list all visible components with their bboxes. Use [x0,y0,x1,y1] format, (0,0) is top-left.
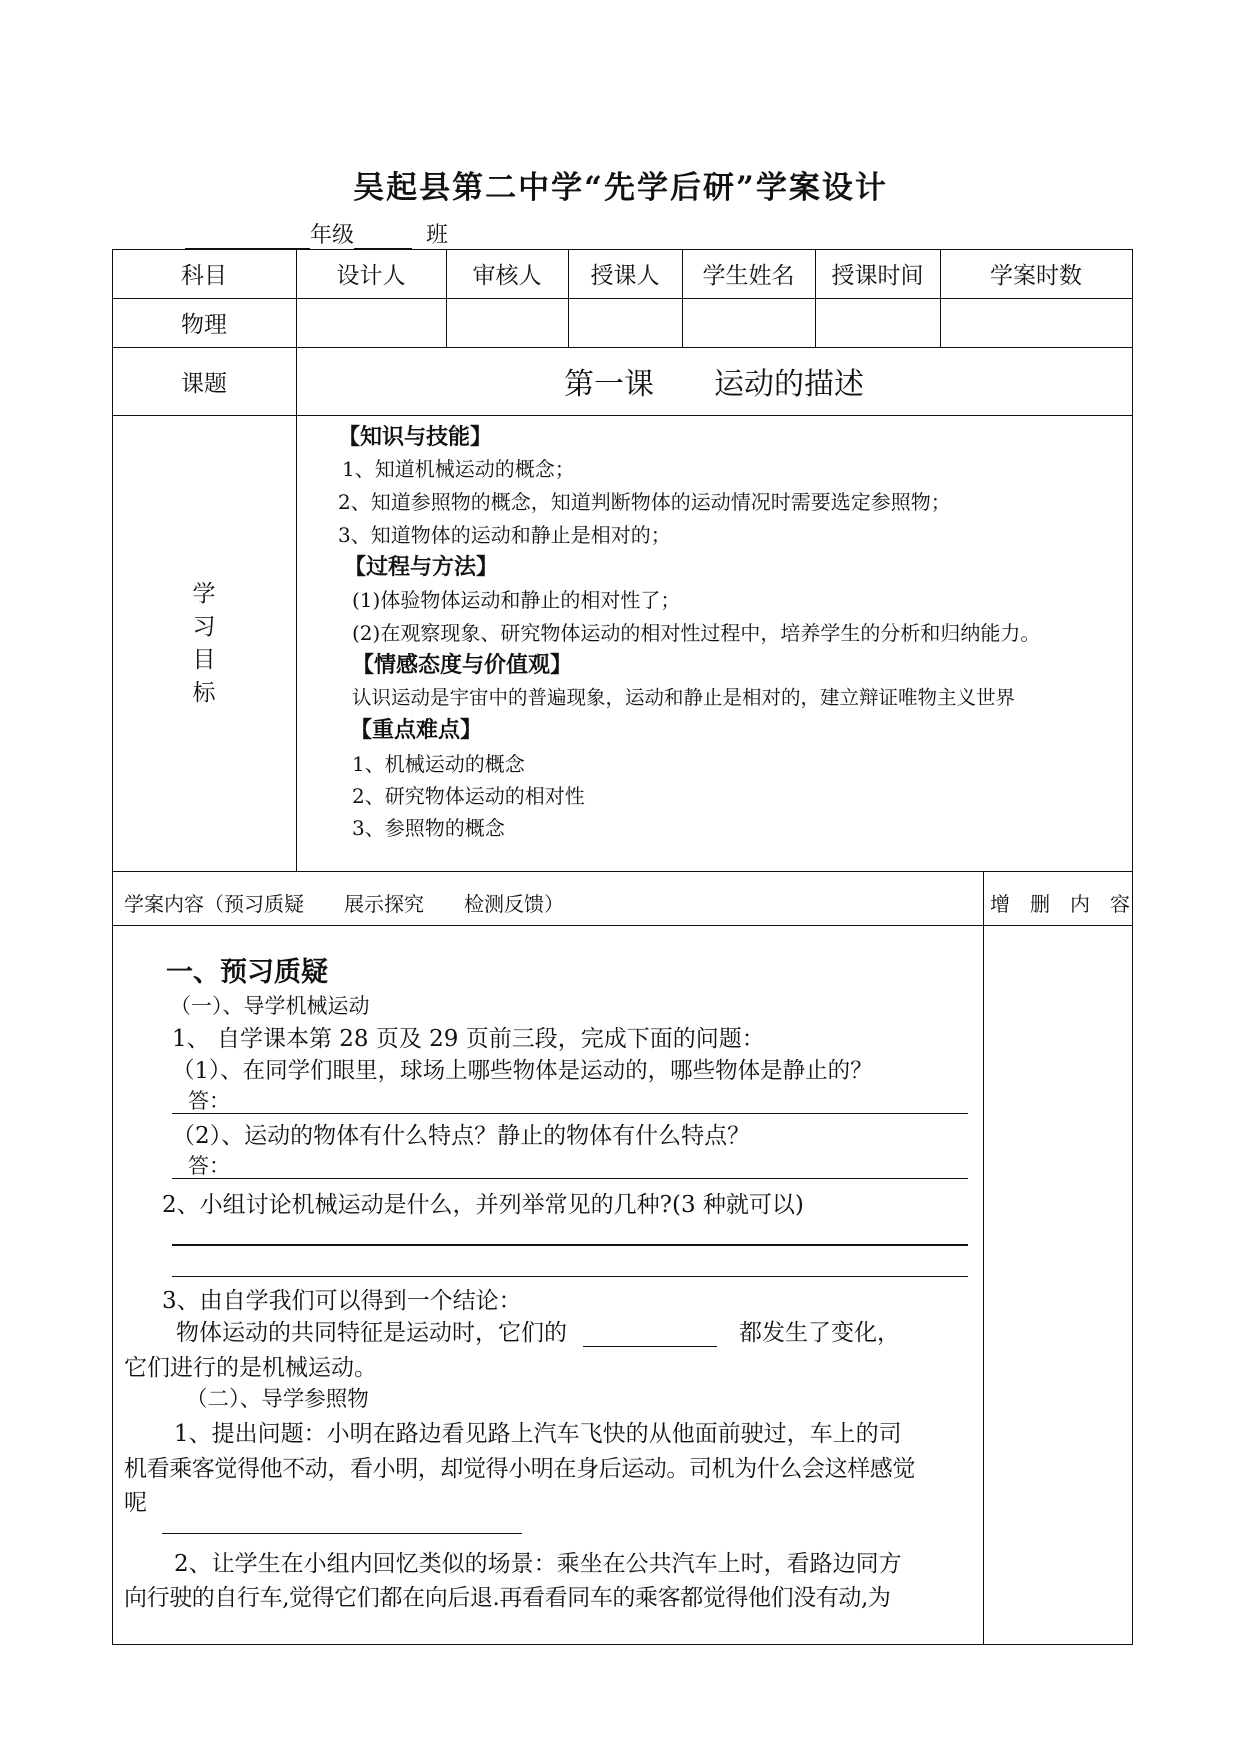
answer-label: 答： [188,1089,230,1113]
question-1a: （1）、在同学们眼里，球场上哪些物体是运动的，哪些物体是静止的？ [172,1058,873,1084]
plan-hours-value[interactable] [940,298,1132,347]
header-lesson-time: 授课时间 [831,263,924,289]
lesson-time-value[interactable] [815,298,940,347]
question-2: 2、小组讨论机械运动是什么，并列举常见的几种?(3 种就可以) [162,1192,804,1218]
question-3-text: 物体运动的共同特征是运动时，它们的 都发生了变化， [176,1320,900,1346]
goal-item: 认识运动是宇宙中的普遍现象，运动和静止是相对的，建立辩证唯物主义世界 [352,686,1016,709]
goal-item: 2、研究物体运动的相对性 [352,784,585,808]
content-header: 学案内容（预习质疑 展示探究 检测反馈） [124,892,564,916]
section-heading: 【情感态度与价值观】 [352,652,573,678]
paragraph-1: 机看乘客觉得他不动，看小明，却觉得小明在身后运动。司机为什么会这样感觉 [124,1456,916,1482]
subject-value: 物理 [181,312,227,338]
reviewer-value[interactable] [446,298,568,347]
goal-item: 3、知道物体的运动和静止是相对的； [338,523,671,547]
header-plan-hours: 学案时数 [990,263,1082,289]
lesson-title: 第一课 运动的描述 [564,367,864,402]
section-title: 一、预习质疑 [166,957,328,988]
student-name-value[interactable] [682,298,815,347]
subsection-title: （一）、导学机械运动 [170,994,370,1018]
class-blank[interactable] [354,226,412,249]
edit-column[interactable] [984,926,1131,1643]
goal-item: 3、参照物的概念 [352,816,505,840]
answer-line[interactable] [172,1178,968,1179]
header-reviewer: 审核人 [472,263,542,289]
grade-label: 年级 [310,223,355,248]
lesson-label: 课题 [181,370,227,397]
grade-class-line [185,218,448,249]
answer-label: 答： [188,1154,230,1178]
section-heading: 【知识与技能】 [338,424,493,450]
answer-line[interactable] [162,1533,522,1534]
section-heading: 【重点难点】 [350,717,483,743]
designer-value[interactable] [296,298,446,347]
document-title: 吴起县第二中学“先学后研”学案设计 [353,170,888,206]
goal-item: 1、机械运动的概念 [352,752,525,776]
answer-line[interactable] [172,1276,968,1277]
grade-blank[interactable] [185,226,310,249]
answer-line[interactable] [172,1244,968,1246]
goal-item: (2)在观察现象、研究物体运动的相对性过程中，培养学生的分析和归纳能力。 [352,621,1041,645]
header-designer: 设计人 [336,263,406,289]
question-3-text-cont: 它们进行的是机械运动。 [124,1355,377,1381]
goal-item: 2、知道参照物的概念，知道判断物体的运动情况时需要选定参照物； [338,490,951,514]
question-1b: （2）、运动的物体有什么特点？静止的物体有什么特点？ [172,1123,751,1149]
answer-line[interactable] [172,1113,968,1114]
paragraph-2: 2、让学生在小组内回忆类似的场景：乘坐在公共汽车上时，看路边同方 [174,1551,902,1577]
goals-label: 学 习 目 标 [192,581,216,706]
paragraph-1: 1、提出问题：小明在路边看见路上汽车飞快的从他面前驶过，车上的司 [174,1421,902,1447]
class-label: 班 [426,223,449,248]
paragraph-2: 向行驶的自行车,觉得它们都在向后退.再看看同车的乘客都觉得他们没有动,为 [124,1585,891,1611]
section-heading: 【过程与方法】 [344,554,499,580]
edit-column-header: 增 删 内 容 [990,892,1130,916]
question-3: 3、由自学我们可以得到一个结论： [162,1288,522,1314]
goal-item: 1、知道机械运动的概念； [342,457,575,481]
header-student-name: 学生姓名 [702,263,795,289]
subsection-title: （二）、导学参照物 [186,1387,369,1412]
header-subject: 科目 [181,263,227,289]
teacher-value[interactable] [568,298,682,347]
answer-blank[interactable] [583,1324,717,1347]
paragraph-1: 呢 [124,1490,147,1516]
header-teacher: 授课人 [590,263,660,289]
goal-item: (1)体验物体运动和静止的相对性了； [352,588,681,612]
question-1: 1、 自学课本第 28 页及 29 页前三段，完成下面的问题： [172,1026,765,1052]
